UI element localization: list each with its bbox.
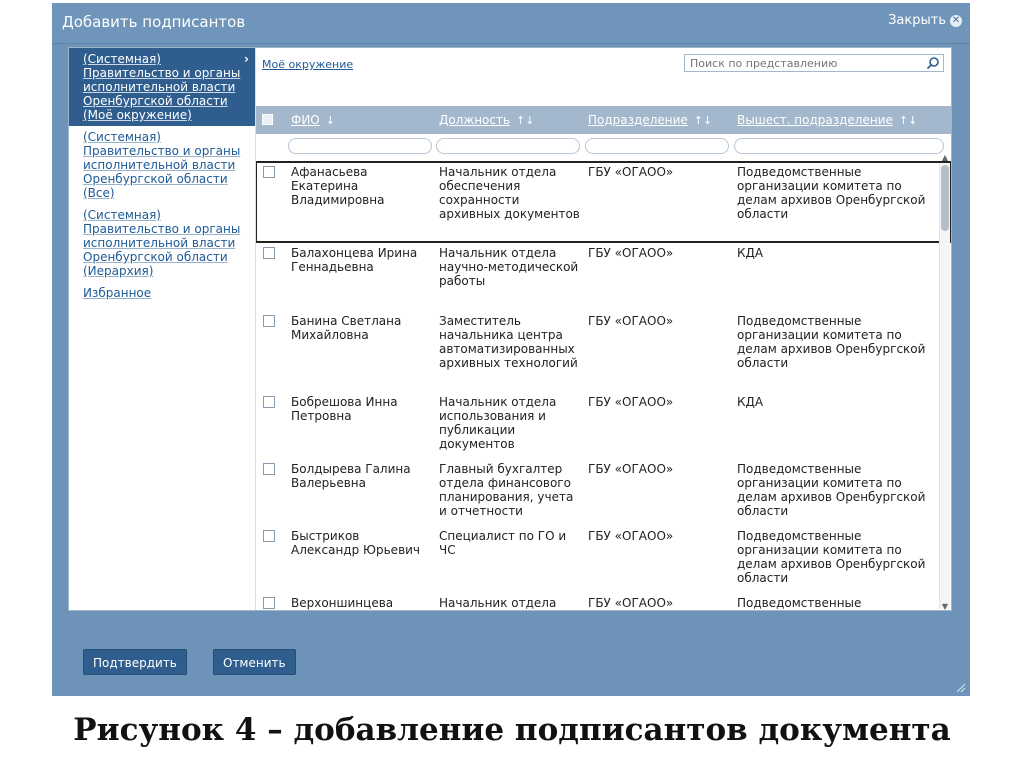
- sort-icon[interactable]: ↓: [325, 114, 335, 127]
- sidebar-item[interactable]: [69, 204, 255, 282]
- sidebar: [69, 48, 256, 610]
- resize-grip-icon[interactable]: [956, 683, 966, 693]
- cell-department: ГБУ «ОГАОО»: [588, 314, 674, 328]
- my-environment-link[interactable]: Моё окружение: [262, 58, 354, 71]
- figure-caption: Рисунок 4 – добавление подписантов документа: [73, 712, 951, 748]
- sort-icon[interactable]: ↑↓: [693, 114, 713, 127]
- close-label: Закрыть: [888, 13, 946, 28]
- chevron-right-icon: ›: [244, 52, 249, 66]
- confirm-button[interactable]: Подтвердить: [83, 649, 187, 675]
- search-icon[interactable]: [926, 56, 940, 70]
- cell-department: ГБУ «ОГАОО»: [588, 462, 674, 476]
- sidebar-item-label: (Системная) Правительство и органы исполнительной власти Оренбургской области (Моё окружение): [83, 52, 241, 122]
- close-button[interactable]: [888, 13, 962, 28]
- cell-parent-department: КДА: [737, 246, 764, 260]
- cell-fio: Быстриков Александр Юрьевич: [291, 529, 421, 557]
- dialog-content: [68, 47, 952, 611]
- cell-position: Специалист по ГО и ЧС: [439, 529, 567, 557]
- sidebar-item-label: Избранное: [83, 286, 152, 300]
- close-icon[interactable]: ✕: [951, 14, 961, 26]
- cell-fio: Афанасьева Екатерина Владимировна: [291, 165, 385, 207]
- cell-parent-department: Подведомственные: [737, 596, 862, 610]
- sort-icon[interactable]: ↑↓: [516, 114, 535, 127]
- table-body: [256, 161, 952, 610]
- filter-department-input[interactable]: [585, 138, 729, 154]
- cell-parent-department: Подведомственные организации комитета по делам архивов Оренбургской области: [737, 165, 926, 221]
- cell-parent-department: КДА: [737, 395, 764, 409]
- row-checkbox[interactable]: [263, 396, 275, 408]
- filter-row: [256, 136, 951, 158]
- cell-fio: Болдырева Галина Валерьевна: [291, 462, 411, 490]
- column-header-fio[interactable]: ФИО ↓: [291, 113, 335, 127]
- sidebar-item[interactable]: [69, 48, 255, 126]
- select-all-checkbox[interactable]: [262, 114, 273, 125]
- filter-parent-input[interactable]: [734, 138, 944, 154]
- sidebar-item-label: (Системная) Правительство и органы исполнительной власти Оренбургской области (Все): [83, 130, 241, 200]
- cell-parent-department: Подведомственные организации комитета по делам архивов Оренбургской области: [737, 314, 926, 370]
- cell-department: ГБУ «ОГАОО»: [588, 529, 674, 543]
- column-header-department[interactable]: Подразделение ↑↓: [588, 113, 713, 127]
- cell-parent-department: Подведомственные организации комитета по делам архивов Оренбургской области: [737, 462, 926, 518]
- scroll-down-icon[interactable]: ▼: [941, 602, 949, 611]
- cell-fio: Бобрешова Инна Петровна: [291, 395, 398, 423]
- table-scrollbar[interactable]: [939, 153, 950, 611]
- cell-position: Начальник отдела: [439, 596, 557, 610]
- column-header-position[interactable]: Должность ↑↓: [439, 113, 535, 127]
- cancel-button[interactable]: Отменить: [213, 649, 296, 675]
- cell-department: ГБУ «ОГАОО»: [588, 246, 674, 260]
- row-checkbox[interactable]: [263, 597, 275, 609]
- sidebar-item[interactable]: [69, 126, 255, 204]
- cell-department: ГБУ «ОГАОО»: [588, 596, 674, 610]
- dialog-title: Добавить подписантов: [62, 13, 246, 31]
- cell-department: ГБУ «ОГАОО»: [588, 165, 674, 179]
- column-header-parent-department[interactable]: Вышест. подразделение ↑↓: [737, 113, 918, 127]
- row-checkbox[interactable]: [263, 166, 275, 178]
- cell-position: Начальник отдела научно-методической работы: [439, 246, 579, 288]
- sidebar-item[interactable]: [69, 282, 255, 304]
- cell-parent-department: Подведомственные организации комитета по делам архивов Оренбургской области: [737, 529, 926, 585]
- sort-icon[interactable]: ↑↓: [898, 114, 918, 127]
- cell-fio: Верхоншинцева: [291, 596, 394, 610]
- cell-department: ГБУ «ОГАОО»: [588, 395, 674, 409]
- scrollbar-thumb[interactable]: [941, 165, 949, 231]
- sidebar-item-label: (Системная) Правительство и органы исполнительной власти Оренбургской области (Иерархия): [83, 208, 241, 278]
- cell-fio: Балахонцева Ирина Геннадьевна: [291, 246, 418, 274]
- dialog-titlebar: [52, 3, 970, 44]
- row-checkbox[interactable]: [263, 247, 275, 259]
- row-checkbox[interactable]: [263, 530, 275, 542]
- cell-position: Начальник отдела обеспечения сохранности архивных документов: [439, 165, 580, 221]
- row-checkbox[interactable]: [263, 463, 275, 475]
- cell-position: Начальник отдела использования и публикации документов: [439, 395, 557, 451]
- cell-fio: Банина Светлана Михайловна: [291, 314, 402, 342]
- cell-position: Главный бухгалтер отдела финансового планирования, учета и отчетности: [439, 462, 574, 518]
- filter-position-input[interactable]: [436, 138, 580, 154]
- table-header: [256, 106, 951, 134]
- add-signers-dialog: [52, 3, 970, 696]
- search-input[interactable]: [684, 54, 944, 72]
- dialog-footer: [52, 621, 970, 696]
- main-panel: [256, 48, 951, 610]
- cell-position: Заместитель начальника центра автоматизированных архивных технологий: [439, 314, 578, 370]
- filter-fio-input[interactable]: [288, 138, 432, 154]
- scroll-up-icon[interactable]: ▲: [941, 153, 949, 162]
- row-checkbox[interactable]: [263, 315, 275, 327]
